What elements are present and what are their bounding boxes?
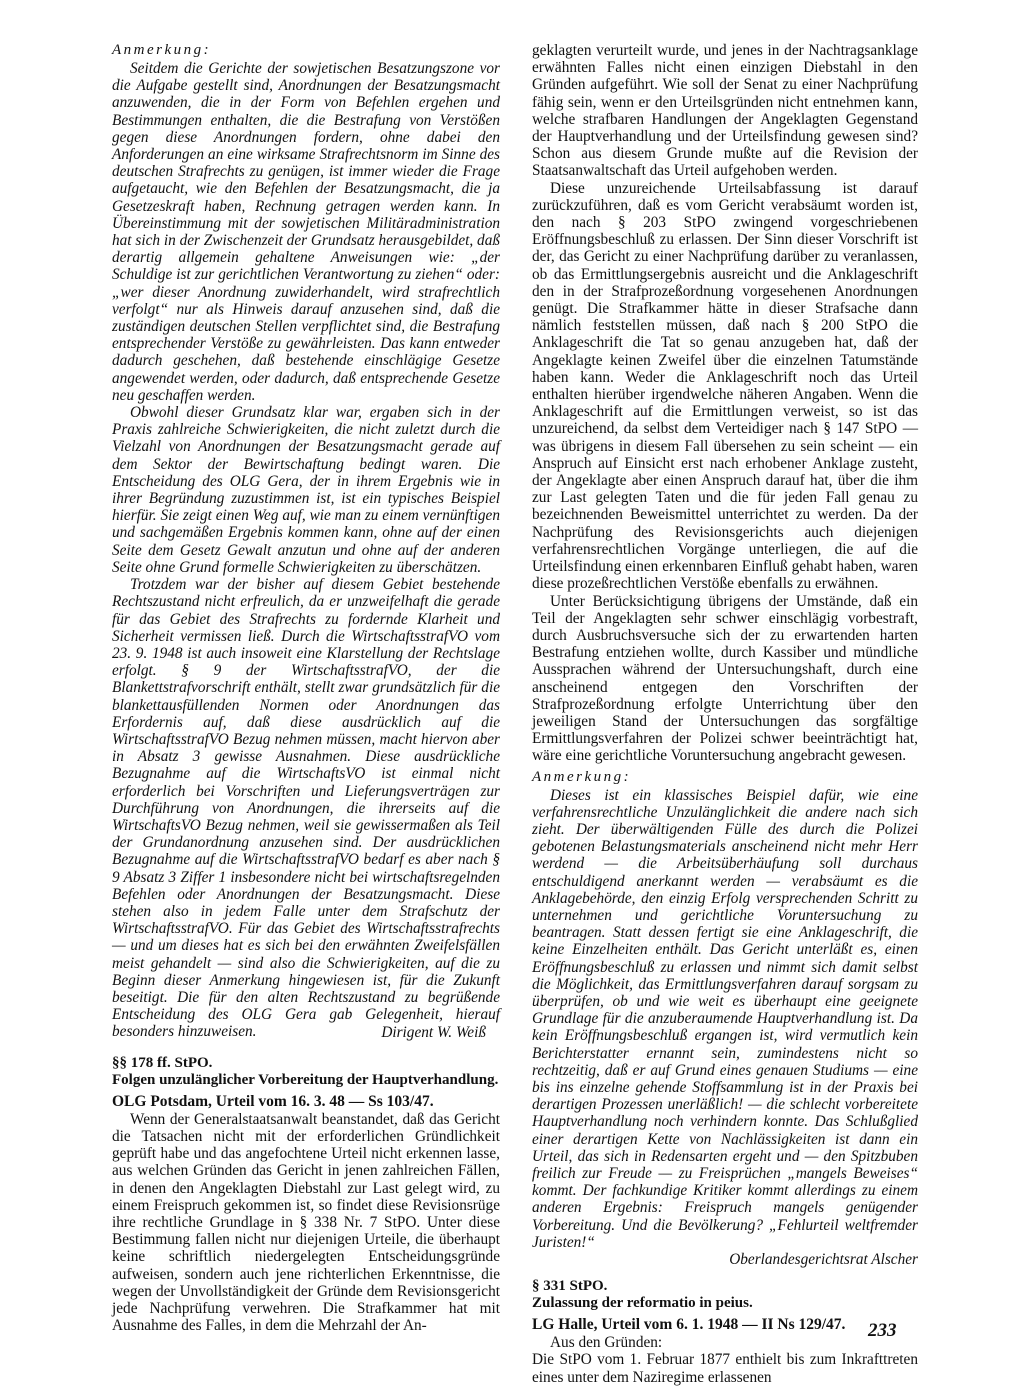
case-heading: Folgen unzulänglicher Vorbereitung der Hauptverhandlung. [112,1071,499,1088]
section-reference: § 331 StPO. [532,1278,608,1295]
court-citation: LG Halle, Urteil vom 6. 1. 1948 — II Ns 129/47. [532,1316,846,1334]
page-number: 233 [868,1320,897,1341]
annotation-paragraph: Trotzdem war der bisher auf diesem Gebiet bestehende Rechtszustand nicht erfreulich, da er unzweifelhaft die gerade für das Gebiet des Strafrechts zu fordernde Klarheit und Sicherheit vermissen ließ. Durch die WirtschaftsstrafVO vom 23. 9. 1948 ist auch insoweit eine Klarstellung der Rechtslage erfolgt. § 9 der WirtschaftsstrafVO, der die Blankettstrafvorschrift enthält, stellt zwar grundsätzlich für die blankettausfüllenden Normen oder Anordnungen das Erfordernis auf, daß diese ausdrücklich auf die WirtschaftsstrafVO Bezug nehmen müssen, macht hiervon aber in Absatz 3 gewisse Ausnahmen. Diese ausdrückliche Bezugnahme auf die WirtschaftsVO ist einmal nicht erforderlich bei Vorschriften und Lieferungsverträgen zur Durchführung von Anordnungen, die ihrerseits auf die WirtschaftsVO Bezug nehmen, weil sie gewissermaßen als Teil der Grundanordnung anzusehen sind. Der ausdrücklichen Bezugnahme auf die WirtschaftsstrafVO bedarf es aber nach § 9 Absatz 3 Ziffer 1 insbesondere nicht bei wirtschaftsregelnden Befehlen oder Anordnungen der Besatzungsmacht. Diese stehen also in jedem Falle unter dem Strafschutz der WirtschaftsstrafVO. Für das Gebiet des Wirtschaftsstrafrechts — und um dieses hat es sich bei den erwähnten Zweifelsfällen meist gehandelt — sind also die Schwierigkeiten, auf die zu Beginn dieser Anmerkung hingewiesen ist, für die Zukunft beseitigt. Die für den alten Rechtszustand zu begrüßende Entscheidung des OLG Gera gab Gelegenheit, hierauf besonders hinzuweisen. [112,576,500,1041]
body-paragraph: Diese unzureichende Urteilsabfassung ist darauf zurückzuführen, daß es vom Gericht verabsäumt worden ist, den nach § 203 StPO zwingend vorgeschriebenen Eröffnungsbeschluß zu erlassen. Der Sinn dieser Vorschrift ist der, das Gericht zu einer Nachprüfung darüber zu veranlassen, ob das Ermittlungsergebnis ausreicht und die Anklageschrift den in der Strafprozeßordnung vorgesehenen Anordnungen genügt. Die Strafkammer hätte in dieser Strafsache dann nämlich feststellen müssen, daß nach § 200 StPO die Anklageschrift die Tat so genau anzugeben hat, daß der Angeklagte keinen Zweifel über die einzelnen Tatumstände haben kann. Weder die Anklageschrift noch das Urteil enthalten hierüber irgendwelche näheren Angaben. Wenn die Anklageschrift auf die Ermittlungen verweist, so ist das unzureichend, da selbst dem Verteidiger nach § 147 StPO — was übrigens in diesem Fall übersehen zu sein scheint — ein Anspruch auf Einsicht erst nach erhobener Anklage zusteht, der Angeklagte aber einen Anspruch darauf hat, über die ihm zur Last gelegten Taten und die für jeden Fall genau zu bezeichnenden Beweismittel unterrichtet zu werden. Da der Nachprüfung des Revisionsgerichts auch diejenigen verfahrensrechtlichen Vorgänge unterliegen, die auf die Urteilsfindung einen erkennbaren Einfluß gehabt haben, waren diese prozeßrechtlichen Verstöße ebenfalls zu erwähnen. [532,179,918,593]
body-paragraph: Unter Berücksichtigung übrigens der Umstände, daß ein Teil der Angeklagten sehr schwer einschlägig vorbestraft, durch Ausbruchsversuche sich der zu erwartenden harten Bestrafung entziehen wollte, durch Kassiber und mündliche Aussprachen während der Untersuchungshaft, durch eine anscheinend entgegen den Vorschriften der Strafprozeßordnung erfolgte Unterrichtung über den jeweiligen Stand der Untersuchungen das sorgfältige Ermittlungsverfahren der Polizei schwer beeinträchtigt hat, wäre eine gerichtliche Voruntersuchung angebracht gewesen. [532,592,918,765]
body-paragraph: Wenn der Generalstaatsanwalt beanstandet, daß das Gericht die Tatsachen nicht mit der erforderlichen Gründlichkeit geprüft habe und das angefochtene Urteil nicht erkennen lasse, aus welchen Gründen das Gericht in jenen zahlreichen Fällen, in denen den Angeklagten Diebstahl zur Last gelegt wird, zu einem Freispruch gekommen ist, so findet diese Revisionsrüge ihre rechtliche Grundlage in § 338 Nr. 7 StPO. Unter diese Bestimmung fallen nicht nur diejenigen Urteile, die überhaupt keine schriftlich niedergelegten Entscheidungsgründe aufweisen, sondern auch jene richterlichen Erkenntnisse, die wegen der Unvollständigkeit der Gründe dem Revisionsgericht jede Nachprüfung verwehren. Die Strafkammer hat mit Ausnahme des Falles, in dem die Mehrzahl der An- [112,1110,500,1335]
left-column [112,42,500,1334]
author-signature: Oberlandesgerichtsrat Alscher [729,1251,918,1269]
annotation-paragraph: Dieses ist ein klassisches Beispiel dafür, wie eine verfahrensrechtliche Unzulänglichkeit die andere nach sich zieht. Der überwältigenden Fülle des durch die Polizei gebotenen Belastungsmaterials anscheinend nicht mehr Herr werdend — die Arbeitsüberhäufung soll durchaus entschuldigend anerkannt werden — verabsäumt es die Anklagebehörde, den einzig Erfolg versprechenden Schritt zu unternehmen und gerichtliche Voruntersuchung zu beantragen. Statt dessen fertigt sie eine Anklageschrift, die keine Einzelheiten enthält. Das Gericht unterläßt es, einen Eröffnungsbeschluß zu erlassen und nimmt sich damit selbst die Möglichkeit, das Ermittlungsverfahren darauf sorgsam zu überprüfen, ob und wie weit es überhaupt eine geeignete Grundlage für die anzuberaumende Hauptverhandlung ist. Da kein Eröffnungsbeschluß ergangen ist, wird vermutlich kein Berichterstatter ernannt sein, zumindestens nicht so rechtzeitig, daß er auf Grund eines genauen Studiums — eine bis ins einzelne gehende Stoffsammlung ist in der Praxis bei derartigen Prozessen unerläßlich! — die schlecht vorbereitete Hauptverhandlung noch verhindern konnte. Das Schlußglied einer derartigen Kette von Nachlässigkeiten ist dann ein Urteil, das sich in Redensarten ergeht und — den Spitzbuben freilich zur Freude — zu Freisprüchen „mangels Beweises“ kommt. Der fachkundige Kritiker kommt allerdings zu einem anderen Ergebnis: Freispruch mangels genügender Vorbereitung. Und die Bevölkerung? „Fehlurteil weltfremder Juristen!“ [532,786,918,1251]
case-heading: Zulassung der reformatio in peius. [532,1295,753,1312]
annotation-paragraph: Obwohl dieser Grundsatz klar war, ergaben sich in der Praxis zahlreiche Schwierigkeiten, die nicht zuletzt durch die Vielzahl von Anordnungen der Besatzungsmacht gerade auf dem Sektor der Bewirtschaftung bedingt waren. Die Entscheidung des OLG Gera, der in ihrem Ergebnis wie in ihrer Begründung zuzustimmen ist, ist ein typisches Beispiel hierfür. Sie zeigt einen Weg auf, wie man zu einem vernünftigen und sachgemäßen Ergebnis kommen kann, ohne auf der einen Seite dem Gesetz Gewalt anzutun und ohne auf der anderen Seite ohne Grund formelle Schwierigkeiten zu überschätzen. [112,404,500,576]
court-citation: OLG Potsdam, Urteil vom 16. 3. 48 — Ss 103/47. [112,1092,434,1110]
right-column [532,42,918,1386]
author-signature: Dirigent W. Weiß [381,1023,486,1041]
body-paragraph: geklagten verurteilt wurde, und jenes in der Nachtragsanklage erwähnten Falles nicht einen einzigen Diebstahl in den Gründen aufgeführt. Wie soll der Senat zu einer Nachprüfung fähig sein, wenn er den Urteilsgründen nicht entnehmen kann, welche strafbaren Handlungen der Angeklagten Gegenstand der Hauptverhandlung und der Urteilsfindung gewesen sind? Schon aus diesem Grunde mußte auf die Revision der Staatsanwaltschaft das Urteil aufgehoben werden. [532,42,918,180]
annotation-paragraph: Seitdem die Gerichte der sowjetischen Besatzungszone vor die Aufgabe gestellt sind, Anordnungen der Besatzungsmacht anzuwenden, die in der Form von Befehlen ergehen und Bestimmungen enthalten, die die Bestrafung von Verstößen gegen diese Anordnungen fordern, ohne dabei den Anforderungen an eine wirksame Strafrechtsnorm im Sinne des deutschen Strafrechts zu genügen, ist immer wieder die Frage aufgetaucht, wie den Befehlen der Besatzungsmacht, die ja Gesetzeskraft haben, Rechnung getragen werden kann. In Übereinstimmung mit der sowjetischen Militäradministration hat sich in der Zwischenzeit der Grundsatz herausgebildet, daß derartig allgemein gehaltene Anweisungen wie: „der Schuldige ist zur gerichtlichen Verantwortung zu ziehen“ oder: „wer dieser Anordnung zuwiderhandelt, wird strafrechtlich verfolgt“ nur als Hinweis darauf anzusehen sind, daß die zuständigen deutschen Stellen verpflichtet sind, die Bestrafung entsprechender Verstöße zu gewährleisten. Das kann entweder dadurch geschehen, daß bestehende einschlägige Gesetze angewendet werden, oder dadurch, daß entsprechende Gesetze neu geschaffen werden. [112,60,500,404]
annotation-label: Anmerkung: [112,42,212,58]
body-paragraph: Die StPO vom 1. Februar 1877 enthielt bis zum Inkrafttreten eines unter dem Naziregime erlassenen [532,1351,918,1386]
annotation-label: Anmerkung: [532,768,632,785]
reasons-intro: Aus den Gründen: [550,1334,663,1352]
section-reference: §§ 178 ff. StPO. [112,1054,213,1071]
